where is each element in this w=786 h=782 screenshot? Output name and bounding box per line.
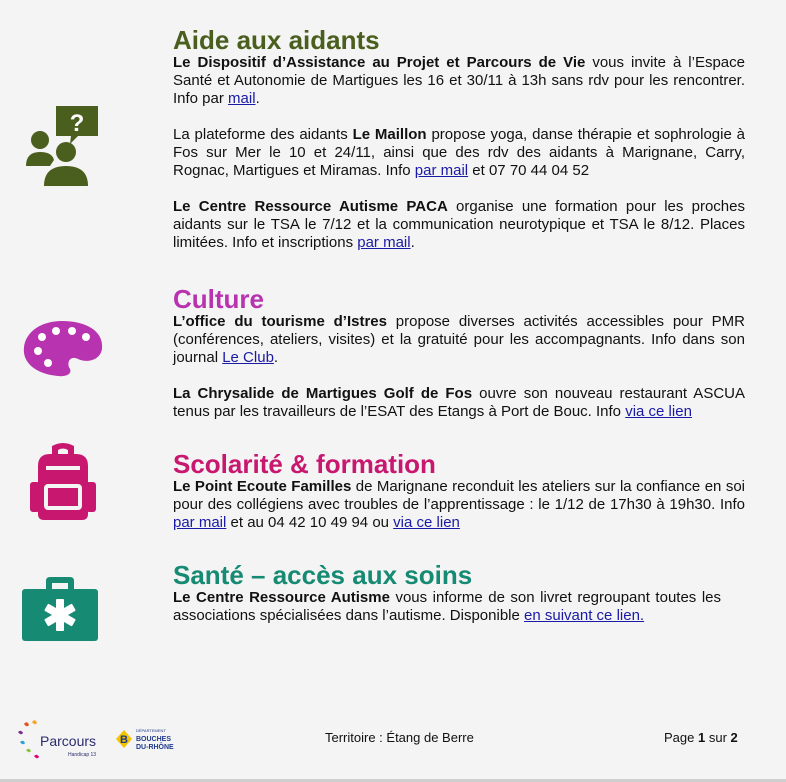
sante-body <box>173 561 745 625</box>
aide-body <box>173 26 745 252</box>
suivant-ce-lien-link[interactable]: en suivant ce lien. <box>524 607 645 624</box>
territory-label: Territoire : Étang de Berre <box>325 730 474 745</box>
org-name: Le Centre Ressource Autisme <box>173 589 390 606</box>
aide-paragraph-1: Le Dispositif d’Assistance au Projet et Parcours de Vie vous invite à l’Espace Santé et Autonomie de Martigues les 16 et 30/11 à 13h sans rdv pour les rencontrer. Info par mail. <box>173 54 745 107</box>
via-ce-lien-link[interactable]: via ce lien <box>625 403 692 420</box>
people-question-icon <box>26 106 98 186</box>
scolarite-body <box>173 450 745 532</box>
svg-text:B: B <box>120 734 128 746</box>
medical-kit-icon <box>22 577 98 641</box>
palette-icon <box>22 319 104 377</box>
culture-body <box>173 285 745 421</box>
footer <box>0 716 786 762</box>
scolarite-paragraph-1: Le Point Ecoute Familles de Marignane reconduit les ateliers sur la confiance en soi pour des collégiens avec troubles de l’apprentissage : le 1/12 de 17h30 à 19h30. Info par mail et au 04 42 10 49 94 ou via ce lien <box>173 478 745 531</box>
backpack-icon <box>28 442 98 522</box>
via-ce-lien-link[interactable]: via ce lien <box>393 514 460 531</box>
mail-link[interactable]: par mail <box>357 234 411 251</box>
org-name: Le Centre Ressource Autisme PACA <box>173 198 448 215</box>
culture-paragraph-1: L’office du tourisme d’Istres propose diverses activités accessibles pour PMR (conférences, ateliers, visites) et la gratuité pour les accompagnants. Info dans son journal Le Club. <box>173 313 745 366</box>
svg-text:DU-RHÔNE: DU-RHÔNE <box>136 744 174 751</box>
mail-link[interactable]: par mail <box>173 514 227 531</box>
sante-paragraph-1: Le Centre Ressource Autisme vous informe de son livret regroupant toutes les associations spécialisées dans l’autisme. Disponible en suivant ce lien. <box>173 589 721 624</box>
svg-text:Parcours: Parcours <box>40 733 97 749</box>
org-name: Le Point Ecoute Familles <box>173 478 352 495</box>
mail-link[interactable]: mail <box>228 90 256 107</box>
bouches-du-rhone-logo <box>114 724 190 754</box>
section-title: Aide aux aidants <box>173 25 380 55</box>
page-number: Page 1 sur 2 <box>664 730 738 745</box>
org-name: L’office du tourisme d’Istres <box>173 313 387 330</box>
svg-text:DÉPARTEMENT: DÉPARTEMENT <box>136 728 166 733</box>
org-name: La Chrysalide de Martigues Golf de Fos <box>173 385 473 402</box>
section-title: Scolarité & formation <box>173 449 436 479</box>
aide-paragraph-3: Le Centre Ressource Autisme PACA organise une formation pour les proches aidants sur le TSA le 7/12 et la communication neurotypique et TSA le 8/12. Places limitées. Info et inscriptions par mail. <box>173 198 745 251</box>
org-name: Le Maillon <box>352 126 427 143</box>
section-title: Santé – accès aux soins <box>173 560 473 590</box>
svg-text:?: ? <box>69 110 85 137</box>
le-club-link[interactable]: Le Club <box>222 349 274 366</box>
mail-link[interactable]: par mail <box>414 162 469 179</box>
aide-paragraph-2: La plateforme des aidants Le Maillon propose yoga, danse thérapie et sophrologie à Fos sur Mer le 10 et 24/11, ainsi que des rdv des aidants à Marignane, Carry, Rognac, Martigues et Miramas. Info par mail et 07 70 44 04 52 <box>173 126 745 179</box>
culture-paragraph-2: La Chrysalide de Martigues Golf de Fos ouvre son nouveau restaurant ASCUA tenus par les travailleurs de l’ESAT des Etangs à Port de Bouc. Info via ce lien <box>173 385 745 420</box>
svg-text:Handicap 13: Handicap 13 <box>68 752 97 758</box>
parcours-handicap-logo <box>16 718 102 762</box>
section-title: Culture <box>173 284 264 314</box>
org-name: Le Dispositif d’Assistance au Projet et Parcours de Vie <box>173 54 586 71</box>
svg-text:BOUCHES: BOUCHES <box>136 736 172 743</box>
